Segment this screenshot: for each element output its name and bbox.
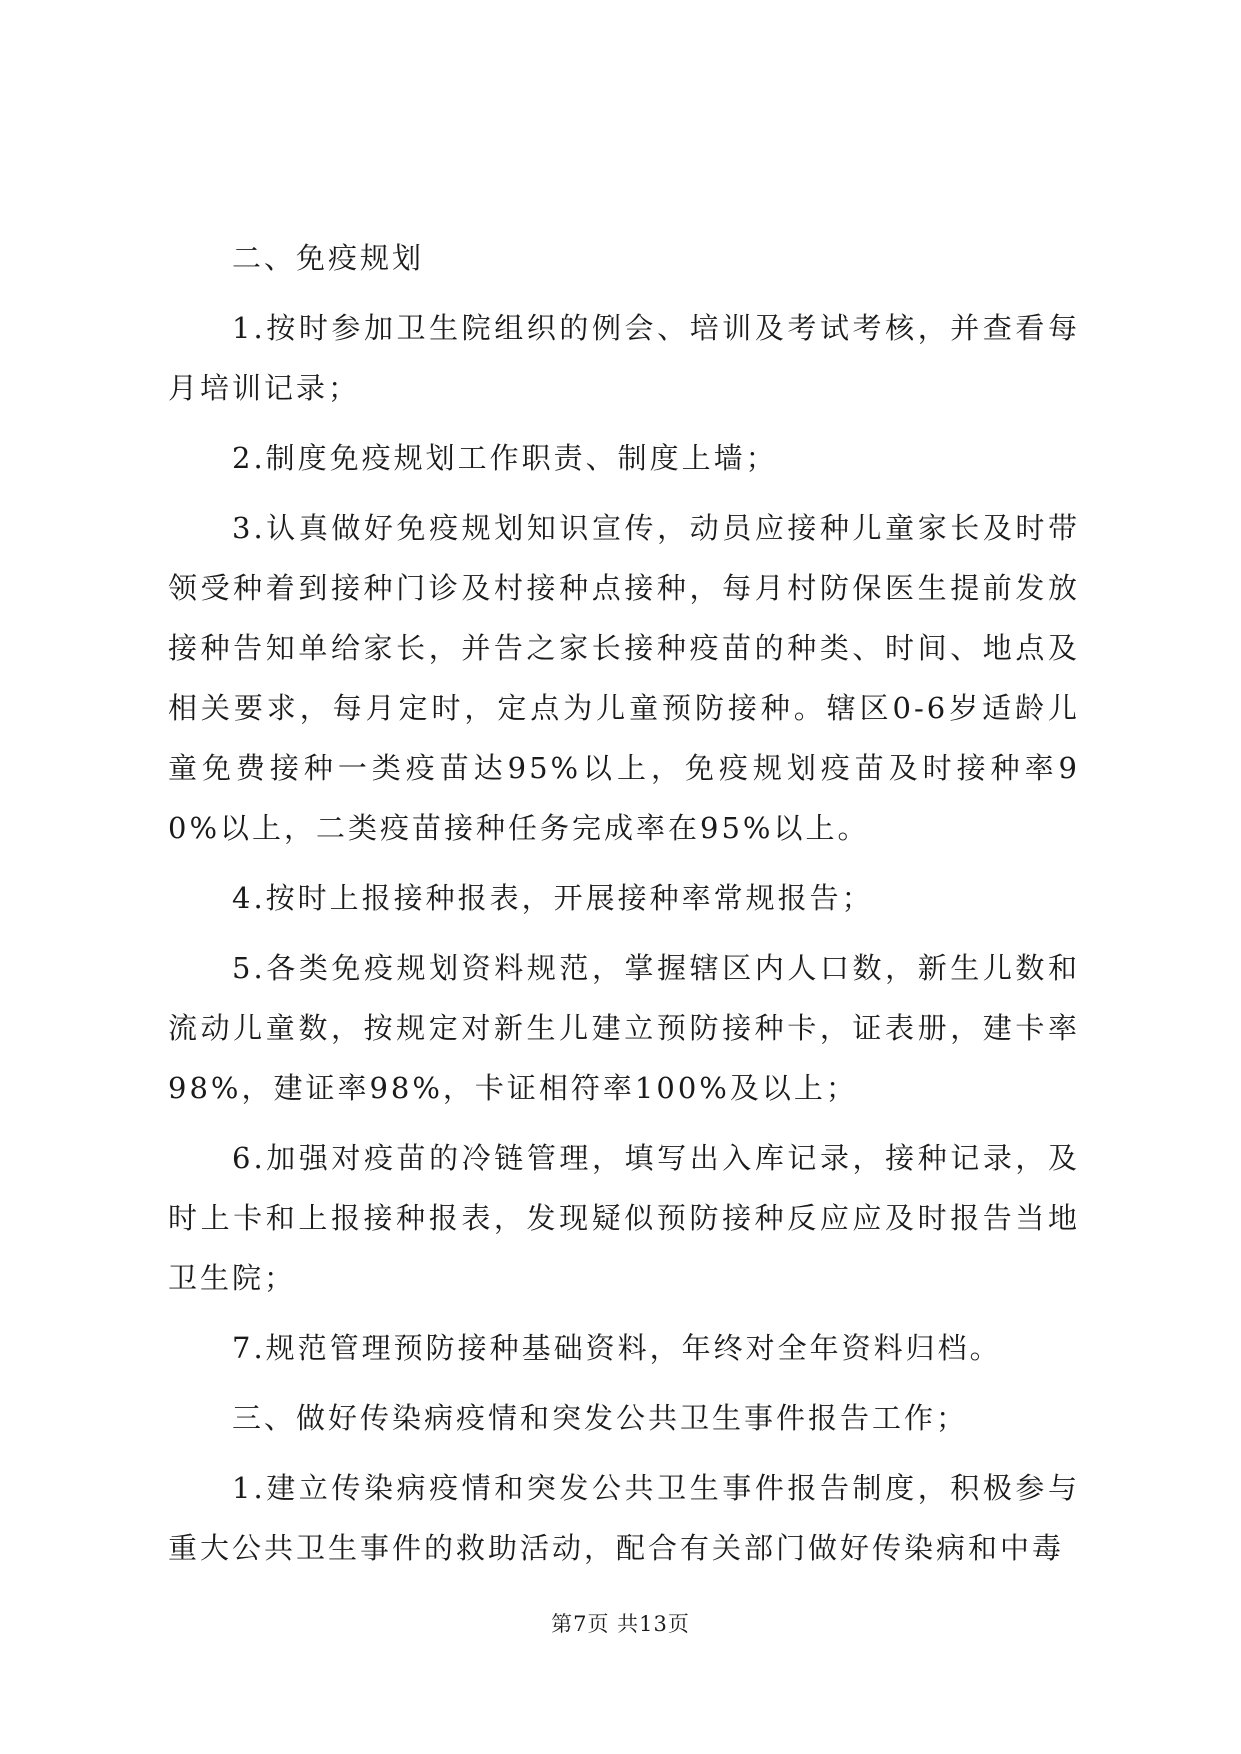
list-item: 7.规范管理预防接种基础资料，年终对全年资料归档。 xyxy=(232,1331,1002,1365)
list-item: 1.建立传染病疫情和突发公共卫生事件报告制度，积极参与重大公共卫生事件的救助活动，配合有关部门做好传染病和中毒 xyxy=(168,1471,1080,1565)
list-item: 4.按时上报接种报表，开展接种率常规报告； xyxy=(232,881,874,915)
list-item: 3.认真做好免疫规划知识宣传，动员应接种儿童家长及时带领受种着到接种门诊及村接种点接种，每月村防保医生提前发放接种告知单给家长，并告之家长接种疫苗的种类、时间、地点及相关要求，每月定时，定点为儿童预防接种。辖区0-6岁适龄儿童免费接种一类疫苗达95%以上，免疫规划疫苗及时接种率90%以上，二类疫苗接种任务完成率在95%以上。 xyxy=(168,511,1080,845)
list-item: 1.按时参加卫生院组织的例会、培训及考试考核，并查看每月培训记录； xyxy=(168,311,1080,405)
list-item: 6.加强对疫苗的冷链管理，填写出入库记录，接种记录，及时上卡和上报接种报表，发现疑似预防接种反应应及时报告当地卫生院； xyxy=(168,1141,1080,1295)
section-heading-epidemic-reporting: 三、做好传染病疫情和突发公共卫生事件报告工作； xyxy=(232,1401,969,1435)
document-body xyxy=(168,228,1080,1588)
page-number-footer: 第7页 共13页 xyxy=(551,1612,690,1636)
list-item: 2.制度免疫规划工作职责、制度上墙； xyxy=(232,441,778,475)
list-item: 5.各类免疫规划资料规范，掌握辖区内人口数，新生儿数和流动儿童数，按规定对新生儿建立预防接种卡，证表册，建卡率98%，建证率98%，卡证相符率100%及以上； xyxy=(168,951,1080,1105)
section-heading-immunization: 二、免疫规划 xyxy=(232,241,425,275)
